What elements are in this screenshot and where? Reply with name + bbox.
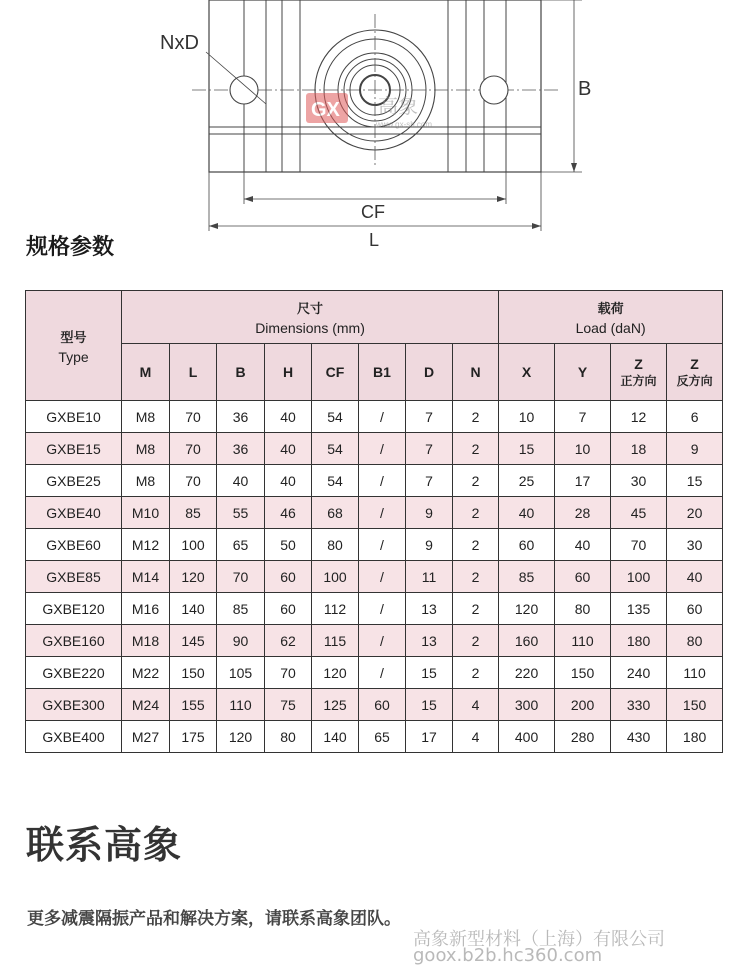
- value-cell: 6: [667, 401, 723, 433]
- value-cell: 28: [555, 497, 611, 529]
- value-cell: 112: [312, 593, 359, 625]
- type-header: [26, 291, 122, 401]
- value-cell: 330: [611, 689, 667, 721]
- table-body: [26, 401, 723, 753]
- value-cell: 10: [499, 401, 555, 433]
- value-cell: 40: [265, 401, 312, 433]
- value-cell: 155: [170, 689, 217, 721]
- value-cell: 115: [312, 625, 359, 657]
- value-cell: 2: [453, 497, 499, 529]
- value-cell: 85: [170, 497, 217, 529]
- load-col-header: [667, 344, 723, 401]
- type-header-en: Type: [58, 348, 89, 365]
- b-arrow: [571, 163, 577, 172]
- value-cell: 30: [667, 529, 723, 561]
- load-col-header: [499, 344, 555, 401]
- value-cell: 70: [170, 401, 217, 433]
- value-cell: /: [359, 657, 406, 689]
- load-col-axis: Z: [634, 355, 643, 372]
- value-cell: 15: [406, 657, 453, 689]
- value-cell: M12: [122, 529, 170, 561]
- brand-logo-letters: GX: [311, 99, 340, 121]
- value-cell: 70: [170, 465, 217, 497]
- table-row: [26, 465, 723, 497]
- value-cell: 2: [453, 625, 499, 657]
- value-cell: 45: [611, 497, 667, 529]
- value-cell: 400: [499, 721, 555, 753]
- value-cell: 85: [217, 593, 265, 625]
- value-cell: 17: [555, 465, 611, 497]
- value-cell: 100: [312, 561, 359, 593]
- value-cell: 13: [406, 593, 453, 625]
- value-cell: 60: [265, 593, 312, 625]
- value-cell: 40: [265, 465, 312, 497]
- value-cell: /: [359, 561, 406, 593]
- fixing-hole-left: [230, 76, 258, 104]
- value-cell: 30: [611, 465, 667, 497]
- value-cell: 220: [499, 657, 555, 689]
- brand-logo-url: www.gx-sh.com: [376, 120, 433, 129]
- value-cell: M8: [122, 433, 170, 465]
- value-cell: M14: [122, 561, 170, 593]
- fixing-hole-right: [480, 76, 508, 104]
- value-cell: 145: [170, 625, 217, 657]
- load-col-axis: Y: [577, 364, 588, 380]
- table-row: [26, 625, 723, 657]
- value-cell: 54: [312, 465, 359, 497]
- value-cell: 4: [453, 689, 499, 721]
- value-cell: 9: [667, 433, 723, 465]
- value-cell: M10: [122, 497, 170, 529]
- value-cell: 70: [217, 561, 265, 593]
- technical-drawing: [0, 0, 750, 250]
- table-row: [26, 593, 723, 625]
- model-cell: GXBE120: [26, 593, 122, 625]
- load-col-axis: X: [521, 364, 532, 380]
- value-cell: 60: [265, 561, 312, 593]
- value-cell: M22: [122, 657, 170, 689]
- value-cell: 15: [667, 465, 723, 497]
- load-col-header: [611, 344, 667, 401]
- value-cell: 54: [312, 401, 359, 433]
- spec-table: [25, 290, 723, 753]
- value-cell: 50: [265, 529, 312, 561]
- b-label: B: [578, 78, 592, 100]
- value-cell: 7: [406, 401, 453, 433]
- value-cell: 55: [217, 497, 265, 529]
- value-cell: 11: [406, 561, 453, 593]
- value-cell: 2: [453, 465, 499, 497]
- dim-col-header: N: [453, 344, 499, 401]
- dim-col-header: B: [217, 344, 265, 401]
- value-cell: M27: [122, 721, 170, 753]
- value-cell: /: [359, 433, 406, 465]
- value-cell: 70: [170, 433, 217, 465]
- table-row: [26, 721, 723, 753]
- value-cell: 46: [265, 497, 312, 529]
- value-cell: M24: [122, 689, 170, 721]
- cf-arrow: [244, 196, 253, 202]
- value-cell: M18: [122, 625, 170, 657]
- dim-col-header: B1: [359, 344, 406, 401]
- model-cell: GXBE25: [26, 465, 122, 497]
- table-row: [26, 433, 723, 465]
- value-cell: 60: [667, 593, 723, 625]
- table-header-row: [26, 291, 723, 344]
- value-cell: 40: [217, 465, 265, 497]
- value-cell: 18: [611, 433, 667, 465]
- value-cell: 180: [667, 721, 723, 753]
- dim-col-header: D: [406, 344, 453, 401]
- value-cell: 150: [555, 657, 611, 689]
- dim-col-header: M: [122, 344, 170, 401]
- value-cell: 15: [406, 689, 453, 721]
- model-cell: GXBE85: [26, 561, 122, 593]
- value-cell: /: [359, 593, 406, 625]
- value-cell: 2: [453, 593, 499, 625]
- value-cell: 120: [312, 657, 359, 689]
- value-cell: 40: [265, 433, 312, 465]
- load-col-header: [555, 344, 611, 401]
- section-title: 规格参数: [26, 235, 115, 260]
- value-cell: 40: [555, 529, 611, 561]
- contact-title: 联系高象: [26, 823, 183, 867]
- value-cell: 125: [312, 689, 359, 721]
- value-cell: 13: [406, 625, 453, 657]
- nxd-label: NxD: [160, 32, 199, 54]
- model-cell: GXBE300: [26, 689, 122, 721]
- value-cell: 80: [312, 529, 359, 561]
- value-cell: 17: [406, 721, 453, 753]
- table-row: [26, 401, 723, 433]
- value-cell: 200: [555, 689, 611, 721]
- l-label: L: [369, 230, 380, 250]
- company-watermark: 高象新型材料（上海）有限公司: [413, 929, 665, 950]
- value-cell: 2: [453, 561, 499, 593]
- value-cell: 7: [406, 465, 453, 497]
- value-cell: 36: [217, 401, 265, 433]
- value-cell: 9: [406, 529, 453, 561]
- value-cell: 150: [170, 657, 217, 689]
- l-arrow: [209, 223, 218, 229]
- value-cell: 100: [611, 561, 667, 593]
- value-cell: 140: [312, 721, 359, 753]
- dim-col-header: CF: [312, 344, 359, 401]
- dim-col-header: L: [170, 344, 217, 401]
- value-cell: 68: [312, 497, 359, 529]
- value-cell: 40: [667, 561, 723, 593]
- table-row: [26, 497, 723, 529]
- value-cell: 62: [265, 625, 312, 657]
- table-subheader-row: [26, 344, 723, 401]
- value-cell: /: [359, 625, 406, 657]
- value-cell: 100: [170, 529, 217, 561]
- value-cell: 80: [555, 593, 611, 625]
- value-cell: 20: [667, 497, 723, 529]
- value-cell: 120: [217, 721, 265, 753]
- value-cell: 150: [667, 689, 723, 721]
- load-col-axis: Z: [690, 355, 699, 372]
- value-cell: 105: [217, 657, 265, 689]
- load-col-direction: 正方向: [620, 373, 657, 388]
- model-cell: GXBE400: [26, 721, 122, 753]
- value-cell: 70: [611, 529, 667, 561]
- dimensions-header-cn: 尺寸: [297, 302, 324, 317]
- value-cell: /: [359, 465, 406, 497]
- value-cell: 65: [359, 721, 406, 753]
- value-cell: 25: [499, 465, 555, 497]
- value-cell: 12: [611, 401, 667, 433]
- brand-logo-text: 高象: [378, 94, 418, 118]
- value-cell: 135: [611, 593, 667, 625]
- value-cell: 160: [499, 625, 555, 657]
- value-cell: /: [359, 497, 406, 529]
- value-cell: /: [359, 401, 406, 433]
- value-cell: 2: [453, 433, 499, 465]
- value-cell: M16: [122, 593, 170, 625]
- value-cell: 300: [499, 689, 555, 721]
- value-cell: /: [359, 529, 406, 561]
- value-cell: 60: [555, 561, 611, 593]
- dimensions-header-en: Dimensions (mm): [255, 320, 365, 336]
- model-cell: GXBE160: [26, 625, 122, 657]
- value-cell: 175: [170, 721, 217, 753]
- contact-text: 更多减震隔振产品和解决方案，请联系高象团队。: [27, 909, 401, 929]
- table-row: [26, 529, 723, 561]
- model-cell: GXBE10: [26, 401, 122, 433]
- load-header: [499, 291, 723, 344]
- value-cell: 75: [265, 689, 312, 721]
- value-cell: 2: [453, 529, 499, 561]
- l-arrow: [532, 223, 541, 229]
- value-cell: 180: [611, 625, 667, 657]
- value-cell: 90: [217, 625, 265, 657]
- load-header-cn: 载荷: [597, 302, 624, 317]
- value-cell: 40: [499, 497, 555, 529]
- value-cell: 10: [555, 433, 611, 465]
- value-cell: 110: [555, 625, 611, 657]
- value-cell: 54: [312, 433, 359, 465]
- value-cell: 120: [499, 593, 555, 625]
- value-cell: 60: [359, 689, 406, 721]
- value-cell: 430: [611, 721, 667, 753]
- load-header-en: Load (daN): [575, 320, 646, 336]
- value-cell: 140: [170, 593, 217, 625]
- value-cell: 60: [499, 529, 555, 561]
- load-col-direction: 反方向: [676, 373, 713, 388]
- cf-label: CF: [361, 202, 385, 222]
- value-cell: 280: [555, 721, 611, 753]
- table-row: [26, 657, 723, 689]
- model-cell: GXBE220: [26, 657, 122, 689]
- url-watermark: goox.b2b.hc360.com: [413, 945, 603, 966]
- value-cell: 80: [667, 625, 723, 657]
- model-cell: GXBE40: [26, 497, 122, 529]
- value-cell: 110: [217, 689, 265, 721]
- value-cell: 110: [667, 657, 723, 689]
- table-row: [26, 689, 723, 721]
- value-cell: 4: [453, 721, 499, 753]
- cf-arrow: [497, 196, 506, 202]
- value-cell: 7: [555, 401, 611, 433]
- type-header-cn: 型号: [60, 330, 87, 346]
- value-cell: 9: [406, 497, 453, 529]
- dimensions-header: [122, 291, 499, 344]
- model-cell: GXBE60: [26, 529, 122, 561]
- value-cell: 2: [453, 401, 499, 433]
- value-cell: M8: [122, 401, 170, 433]
- value-cell: 2: [453, 657, 499, 689]
- value-cell: 15: [499, 433, 555, 465]
- value-cell: 7: [406, 433, 453, 465]
- value-cell: 85: [499, 561, 555, 593]
- value-cell: 240: [611, 657, 667, 689]
- table-row: [26, 561, 723, 593]
- model-cell: GXBE15: [26, 433, 122, 465]
- value-cell: 120: [170, 561, 217, 593]
- value-cell: 65: [217, 529, 265, 561]
- value-cell: 80: [265, 721, 312, 753]
- value-cell: 36: [217, 433, 265, 465]
- value-cell: M8: [122, 465, 170, 497]
- value-cell: 70: [265, 657, 312, 689]
- dim-col-header: H: [265, 344, 312, 401]
